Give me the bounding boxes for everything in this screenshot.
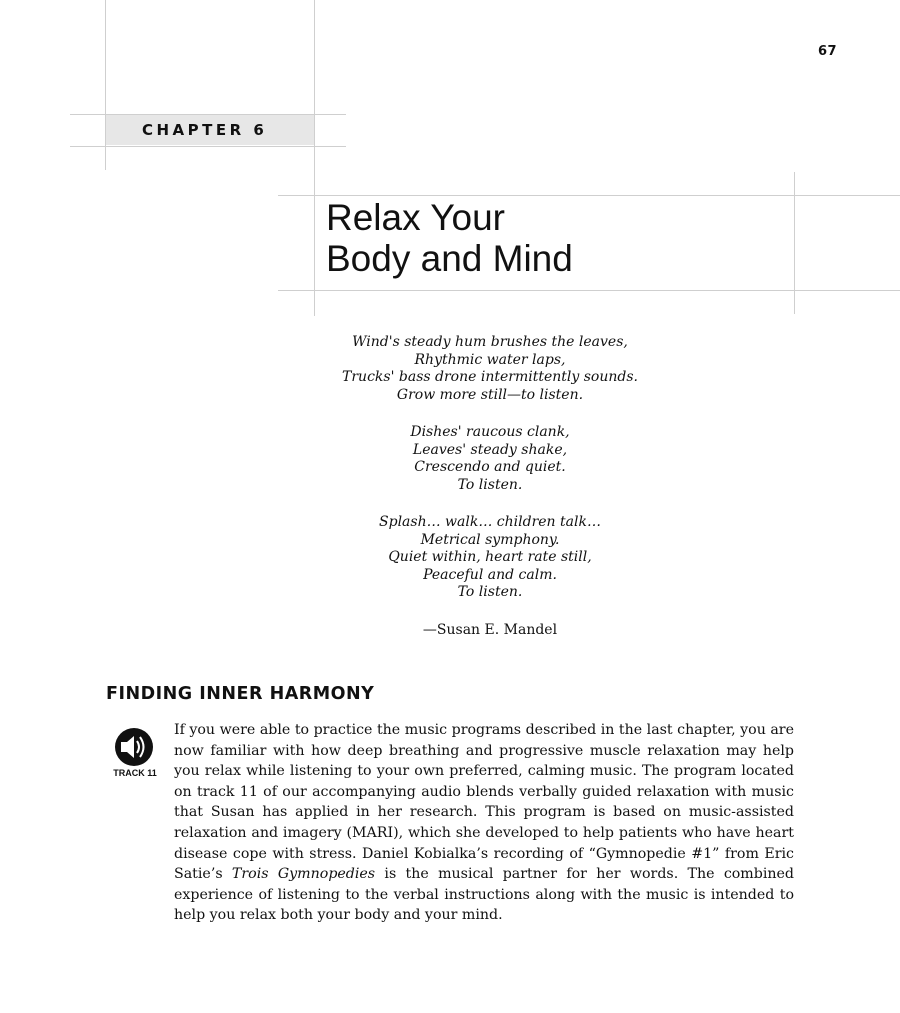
grid-line-vertical-center — [314, 0, 315, 316]
poem-attribution: —Susan E. Mandel — [422, 622, 558, 638]
poem-line: Metrical symphony. — [420, 531, 560, 548]
poem-line: Trucks' bass drone intermittently sounds. — [342, 369, 638, 385]
poem-line: Quiet within, heart rate still, — [388, 549, 592, 565]
poem-line: Dishes' raucous clank, — [410, 424, 570, 440]
chapter-title-line-1: Relax Your — [326, 197, 505, 238]
page-number: 67 — [818, 44, 838, 59]
poem-line: Crescendo and quiet. — [414, 459, 566, 475]
poem-line: Splash… walk… children talk… — [379, 514, 601, 530]
chapter-title-line-2: Body and Mind — [326, 238, 573, 279]
chapter-label: CHAPTER 6 — [142, 121, 268, 139]
poem-line: To listen. — [457, 584, 523, 600]
album-title: Trois Gymnopedies — [231, 866, 376, 883]
poem-line: To listen. — [457, 476, 523, 493]
grid-line-horizontal-title-bottom — [278, 290, 900, 291]
poem-stanza-1 — [290, 334, 690, 404]
paragraph-text-part-2: is the musical partner for her words. The combined experience of listening to the verbal instructions along with the music is intended to help you relax both your body and your mind. — [174, 866, 794, 924]
poem-stanza-3 — [290, 514, 690, 602]
poem-stanza-2 — [290, 424, 690, 494]
poem-line: Wind's steady hum brushes the leaves, — [352, 334, 628, 350]
poem-line: Leaves' steady shake, — [412, 441, 568, 458]
track-label: TRACK 11 — [113, 768, 157, 778]
epigraph-poem — [290, 334, 690, 622]
poem-line: Grow more still—to listen. — [396, 386, 584, 403]
body-paragraph — [174, 720, 794, 926]
section-heading: FINDING INNER HARMONY — [106, 684, 375, 704]
grid-line-vertical-right — [794, 172, 795, 314]
poem-line: Peaceful and calm. — [423, 566, 557, 583]
grid-line-horizontal-chapter-bottom — [70, 146, 346, 147]
grid-line-horizontal-title-top — [278, 195, 900, 196]
poem-line: Rhythmic water laps, — [414, 351, 566, 368]
chapter-title — [326, 197, 573, 279]
paragraph-text-part-1: If you were able to practice the music programs described in the last chapter, you are now familiar with how deep breathing and progressive muscle relaxation may help you relax while listening to your own preferred, calming music. The program located on track 11 of our accompanying audio blends verbally guided relaxation with music that Susan has applied in her research. This program is based on music-assisted relaxation and imagery (MARI), which she developed to help patients who have heart disease cope with stress. Daniel Kobialka’s recording of “Gymnopedie #1” from Eric Satie’s — [174, 722, 794, 883]
